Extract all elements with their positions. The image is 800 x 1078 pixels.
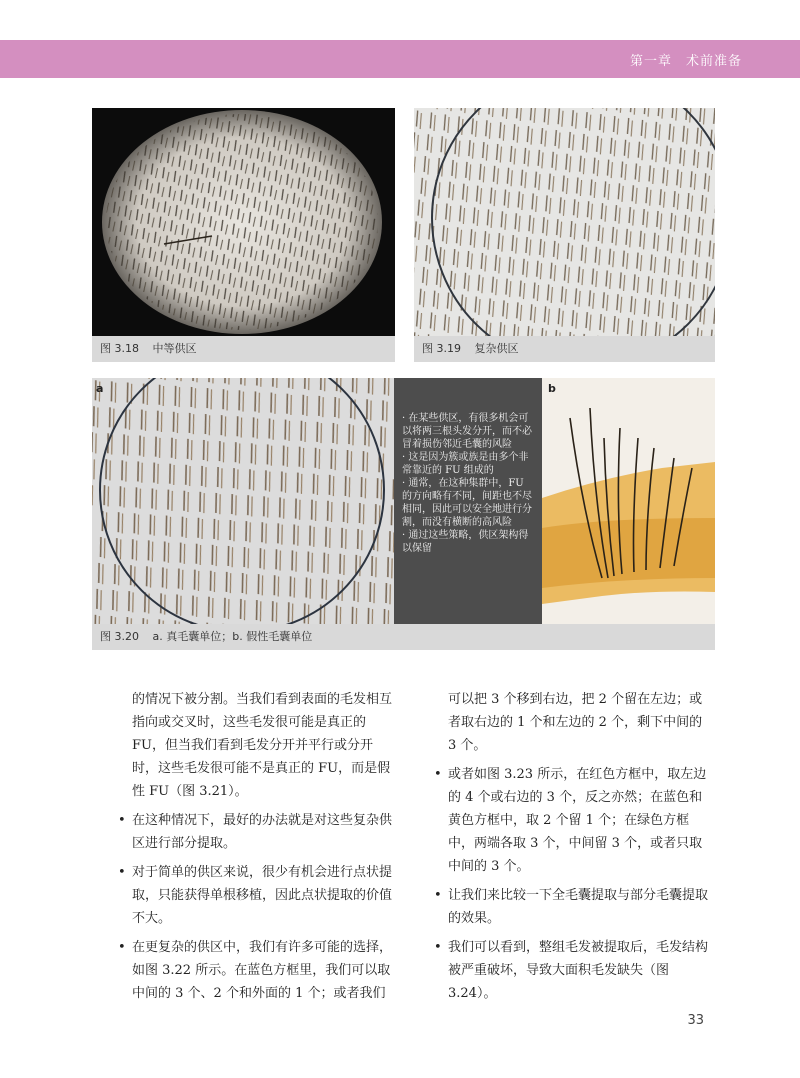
bullet-paragraph: • 让我们来比较一下全毛囊提取与部分毛囊提取的效果。 — [432, 884, 714, 930]
figure-note-bullet: · 在某些供区，有很多机会可以将两三根头发分开，而不必冒着损伤邻近毛囊的风险 — [402, 413, 532, 450]
figure-3-20 — [92, 378, 715, 650]
figure-number: 图 3.19 — [422, 342, 461, 355]
figure-3-20-notes-panel — [394, 378, 542, 624]
figure-3-19 — [414, 108, 715, 362]
chapter-title: 第一章 术前准备 — [629, 54, 742, 69]
figure-3-20-caption — [92, 624, 715, 650]
figure-caption-text: 复杂供区 — [474, 342, 519, 355]
figure-caption-text: 中等供区 — [152, 342, 197, 355]
figure-3-19-caption — [414, 336, 715, 362]
bullet-paragraph: • 对于简单的供区来说，很少有机会进行点状提取，只能获得单根移植，因此点状提取的价值不大。 — [116, 861, 398, 930]
figure-note-bullet: · 通常，在这种集群中，FU 的方向略有不同，间距也不尽相同，因此可以安全地进行分割，而没有横断的高风险 — [402, 478, 532, 528]
paragraph: 的情况下被分割。当我们看到表面的毛发相互指向或交叉时，这些毛发很可能是真正的 FU，但当我们看到毛发分开并平行或分开时，这些毛发很可能不是真正的 FU，而是假性 FU（图 3.21）。 — [132, 692, 393, 799]
figure-3-18-caption — [92, 336, 395, 362]
figure-3-20b-photo — [542, 378, 715, 624]
bullet-paragraph: • 或者如图 3.23 所示，在红色方框中，取左边的 4 个或右边的 3 个，反之亦然；在蓝色和黄色方框中，取 2 个留 1 个；在绿色方框中，两端各取 3 个，中间留 3 个，或者只取中间的 3 个。 — [432, 763, 714, 878]
figure-number: 图 3.20 — [100, 630, 139, 643]
body-text-left-column — [116, 688, 398, 1005]
figure-note-bullet: · 这是因为簇或族是由多个非常靠近的 FU 组成的 — [402, 452, 529, 476]
body-text-right-column — [432, 688, 714, 1005]
figure-3-20a-label: a — [96, 382, 104, 395]
figure-3-19-photo — [414, 108, 715, 336]
figure-3-18 — [92, 108, 395, 362]
figure-number: 图 3.18 — [100, 342, 139, 355]
bullet-paragraph: • 在这种情况下，最好的办法就是对这些复杂供区进行部分提取。 — [116, 809, 398, 855]
bullet-paragraph: • 在更复杂的供区中，我们有许多可能的选择，如图 3.22 所示。在蓝色方框里，我们可以取中间的 3 个、2 个和外面的 1 个；或者我们 — [116, 936, 398, 1005]
figure-3-20b-label: b — [548, 382, 556, 395]
figure-caption-text: a. 真毛囊单位；b. 假性毛囊单位 — [152, 630, 313, 643]
page-number: 33 — [687, 1013, 704, 1028]
paragraph: 可以把 3 个移到右边，把 2 个留在左边；或者取右边的 1 个和左边的 2 个，剩下中间的 3 个。 — [448, 692, 703, 753]
figure-3-18-photo — [92, 108, 395, 336]
figure-3-20a-photo — [92, 378, 394, 624]
bullet-paragraph: • 我们可以看到，整组毛发被提取后，毛发结构被严重破坏，导致大面积毛发缺失（图 3.24）。 — [432, 936, 714, 1005]
figure-note-bullet: · 通过这些策略，供区架构得以保留 — [402, 530, 529, 554]
chapter-header-bar — [0, 40, 800, 78]
